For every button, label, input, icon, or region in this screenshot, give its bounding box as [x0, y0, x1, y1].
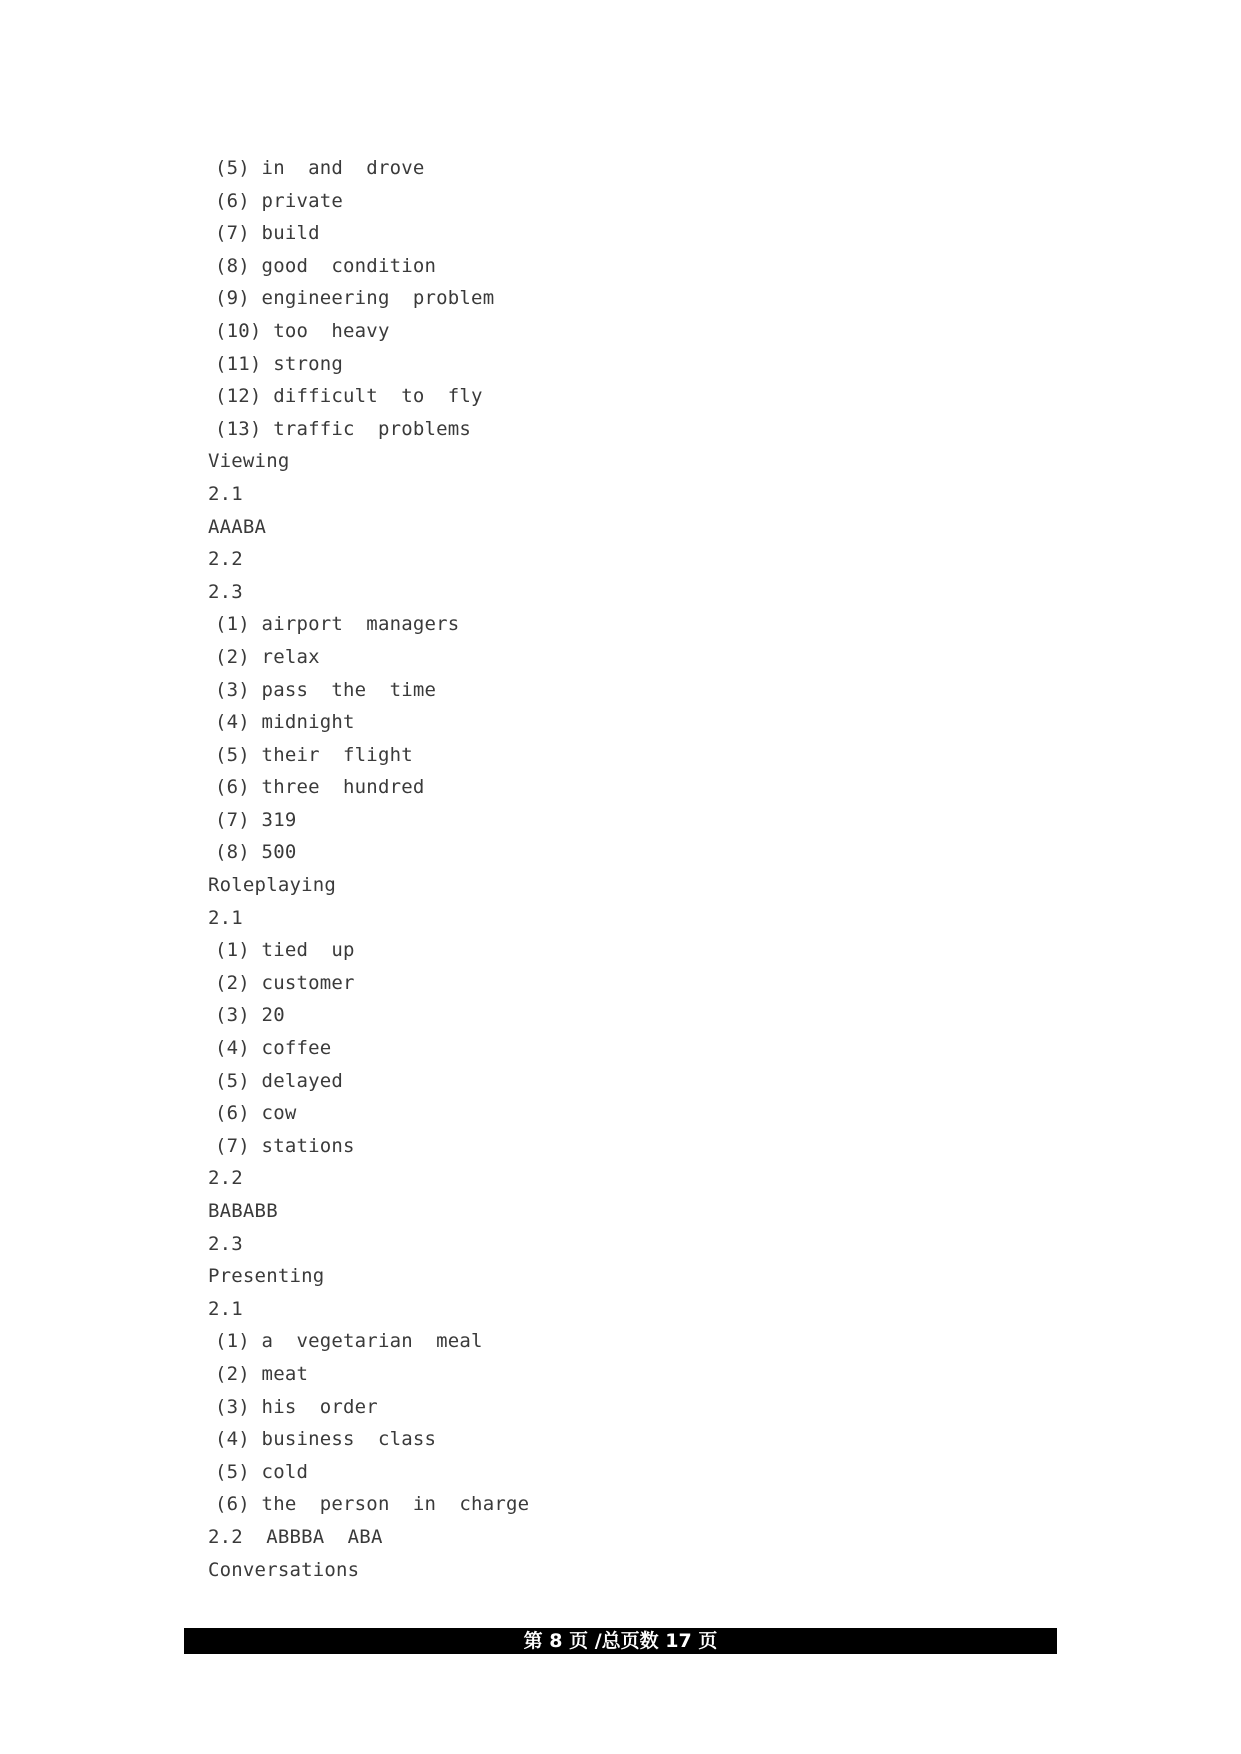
answer-line: BABABB: [208, 1200, 278, 1222]
page-footer: [184, 1628, 1057, 1654]
page-number-label: 第 8 页 /总页数 17 页: [523, 1630, 718, 1652]
answer-item: (1) a vegetarian meal: [215, 1330, 483, 1353]
answer-item: (7) build: [215, 222, 320, 245]
answer-item: (5) in and drove: [215, 157, 425, 179]
question-number: 2.2 ABBBA ABA: [208, 1525, 383, 1548]
answer-item: (10) too heavy: [215, 319, 390, 342]
answer-item: (8) good condition: [215, 254, 437, 277]
answer-item: (6) the person in charge: [215, 1493, 530, 1516]
answer-item: (6) private: [215, 189, 344, 212]
question-number: 2.2: [208, 548, 243, 571]
answer-line: AAABA: [208, 515, 267, 538]
answer-item: (1) tied up: [215, 939, 355, 962]
question-number: 2.2: [208, 1167, 243, 1190]
answer-item: (12) difficult to fly: [215, 385, 483, 408]
answer-key-content: [208, 152, 1028, 1586]
question-number: 2.3: [208, 580, 243, 603]
question-number: 2.3: [208, 1232, 243, 1255]
question-number: 2.1: [208, 906, 243, 929]
answer-item: (2) customer: [215, 971, 355, 994]
answer-item: (5) delayed: [215, 1069, 344, 1092]
question-number: 2.1: [208, 1297, 243, 1320]
answer-item: (4) midnight: [215, 711, 355, 734]
answer-item: (2) meat: [215, 1362, 309, 1385]
answer-item: (1) airport managers: [215, 613, 460, 636]
answer-item: (8) 500: [215, 841, 297, 864]
answer-item: (6) cow: [215, 1102, 297, 1125]
section-heading: Roleplaying: [208, 874, 337, 897]
answer-item: (7) stations: [215, 1134, 355, 1157]
answer-item: (7) 319: [215, 808, 297, 831]
section-heading: Viewing: [208, 450, 290, 473]
answer-item: (6) three hundred: [215, 776, 425, 799]
answer-item: (13) traffic problems: [215, 417, 472, 440]
answer-item: (3) pass the time: [215, 678, 437, 701]
answer-item: (4) business class: [215, 1428, 437, 1451]
answer-item: (5) cold: [215, 1460, 309, 1483]
section-heading: Presenting: [208, 1265, 325, 1288]
section-heading: Conversations: [208, 1558, 360, 1581]
answer-item: (11) strong: [215, 352, 344, 375]
answer-item: (2) relax: [215, 645, 320, 668]
answer-item: (5) their flight: [215, 743, 413, 766]
question-number: 2.1: [208, 482, 243, 505]
answer-item: (3) 20: [215, 1004, 285, 1027]
answer-item: (9) engineering problem: [215, 287, 495, 310]
answer-item: (4) coffee: [215, 1037, 332, 1060]
answer-item: (3) his order: [215, 1395, 378, 1418]
